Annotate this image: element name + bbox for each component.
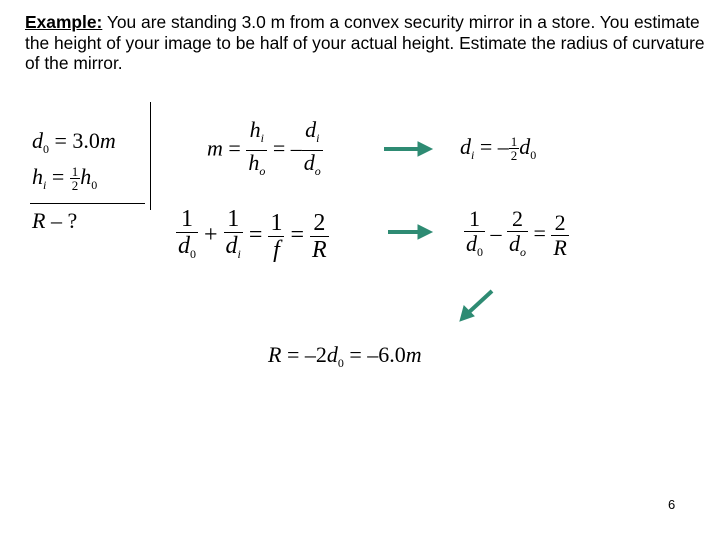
- right-arrow-icon: [388, 223, 434, 241]
- right-arrow-icon: [384, 140, 434, 158]
- magnification-equation: m = $\frac{h_i}{h_o}$ = – $\frac{d_i}{d_o}$: [207, 117, 321, 178]
- given-d0: $d_0 = 3.0m$: [32, 128, 116, 156]
- problem-text: You are standing 3.0 m from a convex security mirror in a store. You estimate the height of your image to be half of your actual height. Estimate the radius of curvature of the mirror.: [25, 12, 705, 73]
- result-equation: $R = -2d_0 = -6.0m$: [268, 342, 422, 370]
- down-left-arrow-icon: [456, 288, 496, 324]
- substituted-equation: $\frac{1}{d_0}$ – $\frac{2}{d_o}$ = $\frac{2}{R}$: [466, 206, 567, 260]
- di-equation: $d_i$ = – $\frac{1}{2}$ $d_0$: [460, 134, 537, 164]
- given-divider: [30, 203, 145, 204]
- page-number: 6: [668, 497, 676, 512]
- given-R: R – ?: [32, 208, 78, 233]
- example-label: Example:: [25, 12, 103, 32]
- half-fraction: $\frac{1}{2}$: [71, 164, 79, 194]
- given-separator: [150, 102, 151, 210]
- problem-statement: [25, 12, 705, 74]
- given-hi: $h_i$ = $\frac{1}{2}$ $h_0$: [32, 164, 98, 194]
- mirror-equation: $\frac{1}{d_0}$ + $\frac{1}{d_i}$ = $\frac{1}{f}$ = $\frac{2}{R}$: [178, 206, 327, 263]
